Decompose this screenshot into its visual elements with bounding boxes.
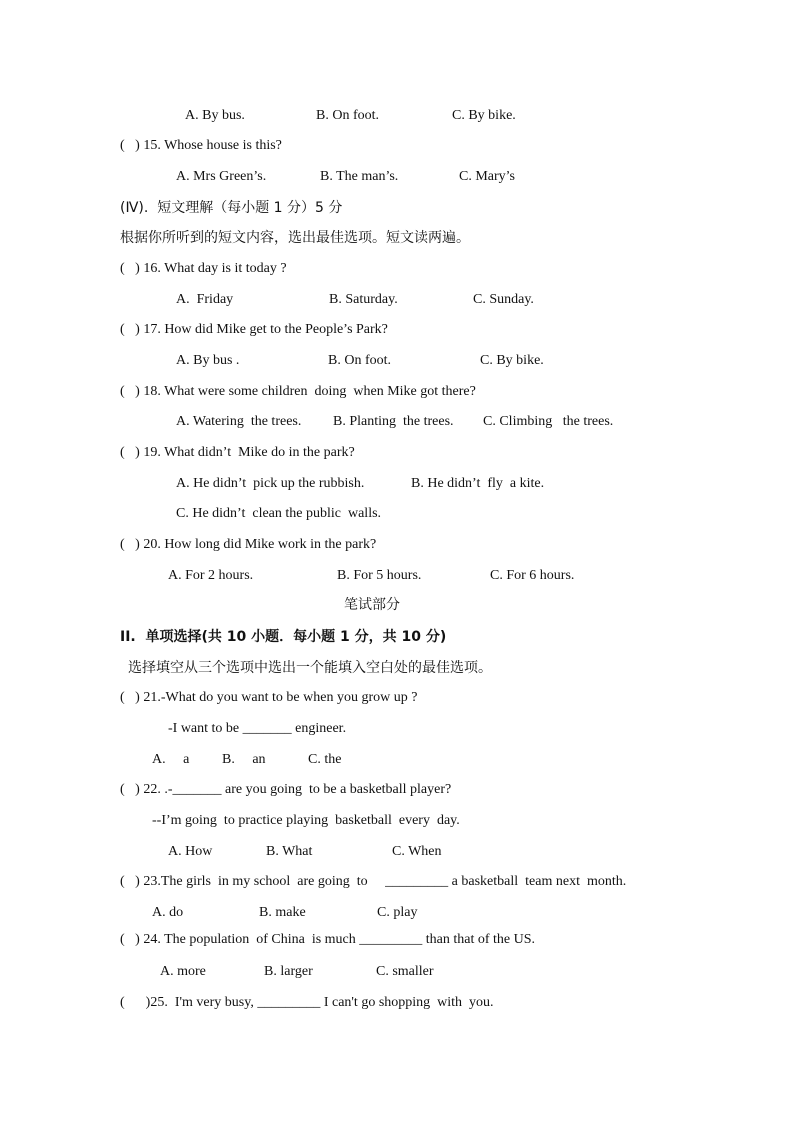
question-22: ( ) 22. .-_______ are you going to be a basketball player? bbox=[120, 782, 452, 797]
option-c: C. Sunday. bbox=[473, 292, 534, 307]
section-2-instructions: 选择填空从三个选项中选出一个能填入空白处的最佳选项。 bbox=[128, 660, 492, 676]
section-2-title: II. 单项选择(共 10 小题．每小题 1 分，共 10 分) bbox=[120, 629, 447, 645]
option-b: B. He didn’t fly a kite. bbox=[411, 476, 545, 491]
option-a: A. Mrs Green’s. bbox=[176, 169, 267, 184]
option-a: A. How bbox=[168, 844, 213, 859]
option-b: B. make bbox=[259, 905, 306, 920]
option-a: A. more bbox=[160, 964, 206, 979]
option-a: A. By bus. bbox=[185, 108, 245, 123]
option-a: A. do bbox=[152, 905, 184, 920]
option-a: A. For 2 hours. bbox=[168, 568, 254, 583]
section-4-title: (Ⅳ). 短文理解（每小题 1 分）5 分 bbox=[120, 200, 343, 216]
question-22-sentence: --I’m going to practice playing basketball every day. bbox=[152, 813, 460, 828]
option-b: B. larger bbox=[264, 964, 313, 979]
option-a: A. a bbox=[152, 752, 190, 767]
option-a: A. Friday bbox=[176, 292, 234, 307]
section-4-instructions: 根据你所听到的短文内容，选出最佳选项。短文读两遍。 bbox=[120, 230, 470, 246]
option-b: B. Planting the trees. bbox=[333, 414, 454, 429]
question-16: ( ) 16. What day is it today ? bbox=[120, 261, 287, 276]
question-24: ( ) 24. The population of China is much _________ than that of the US. bbox=[120, 932, 536, 947]
option-a: A. By bus . bbox=[176, 353, 240, 368]
option-c: C. the bbox=[308, 752, 342, 767]
option-c: C. smaller bbox=[376, 964, 434, 979]
option-a: A. Watering the trees. bbox=[176, 414, 302, 429]
option-b: B. Saturday. bbox=[329, 292, 398, 307]
question-18: ( ) 18. What were some children doing when Mike got there? bbox=[120, 384, 476, 399]
option-c: C. By bike. bbox=[480, 353, 544, 368]
option-c: C. play bbox=[377, 905, 418, 920]
question-21-sentence: -I want to be _______ engineer. bbox=[168, 721, 347, 736]
option-b: B. On foot. bbox=[328, 353, 391, 368]
option-c: C. For 6 hours. bbox=[490, 568, 575, 583]
question-21: ( ) 21.-What do you want to be when you grow up ? bbox=[120, 690, 418, 705]
option-c: C. Climbing the trees. bbox=[483, 414, 614, 429]
option-a: A. He didn’t pick up the rubbish. bbox=[176, 476, 365, 491]
option-b: B. The man’s. bbox=[320, 169, 399, 184]
written-part-title: 笔试部分 bbox=[344, 597, 400, 613]
option-c: C. He didn’t clean the public walls. bbox=[176, 506, 382, 521]
question-15: ( ) 15. Whose house is this? bbox=[120, 138, 282, 153]
option-b: B. For 5 hours. bbox=[337, 568, 422, 583]
option-c: C. When bbox=[392, 844, 442, 859]
question-17: ( ) 17. How did Mike get to the People’s Park? bbox=[120, 322, 388, 337]
question-25: ( )25. I'm very busy, _________ I can't go shopping with you. bbox=[120, 995, 494, 1010]
question-23: ( ) 23.The girls in my school are going to _________ a basketball team next month. bbox=[120, 874, 627, 889]
option-b: B. an bbox=[222, 752, 266, 767]
question-20: ( ) 20. How long did Mike work in the park? bbox=[120, 537, 377, 552]
option-b: B. On foot. bbox=[316, 108, 379, 123]
option-c: C. By bike. bbox=[452, 108, 516, 123]
option-b: B. What bbox=[266, 844, 313, 859]
option-c: C. Mary’s bbox=[459, 169, 515, 184]
question-19: ( ) 19. What didn’t Mike do in the park? bbox=[120, 445, 355, 460]
